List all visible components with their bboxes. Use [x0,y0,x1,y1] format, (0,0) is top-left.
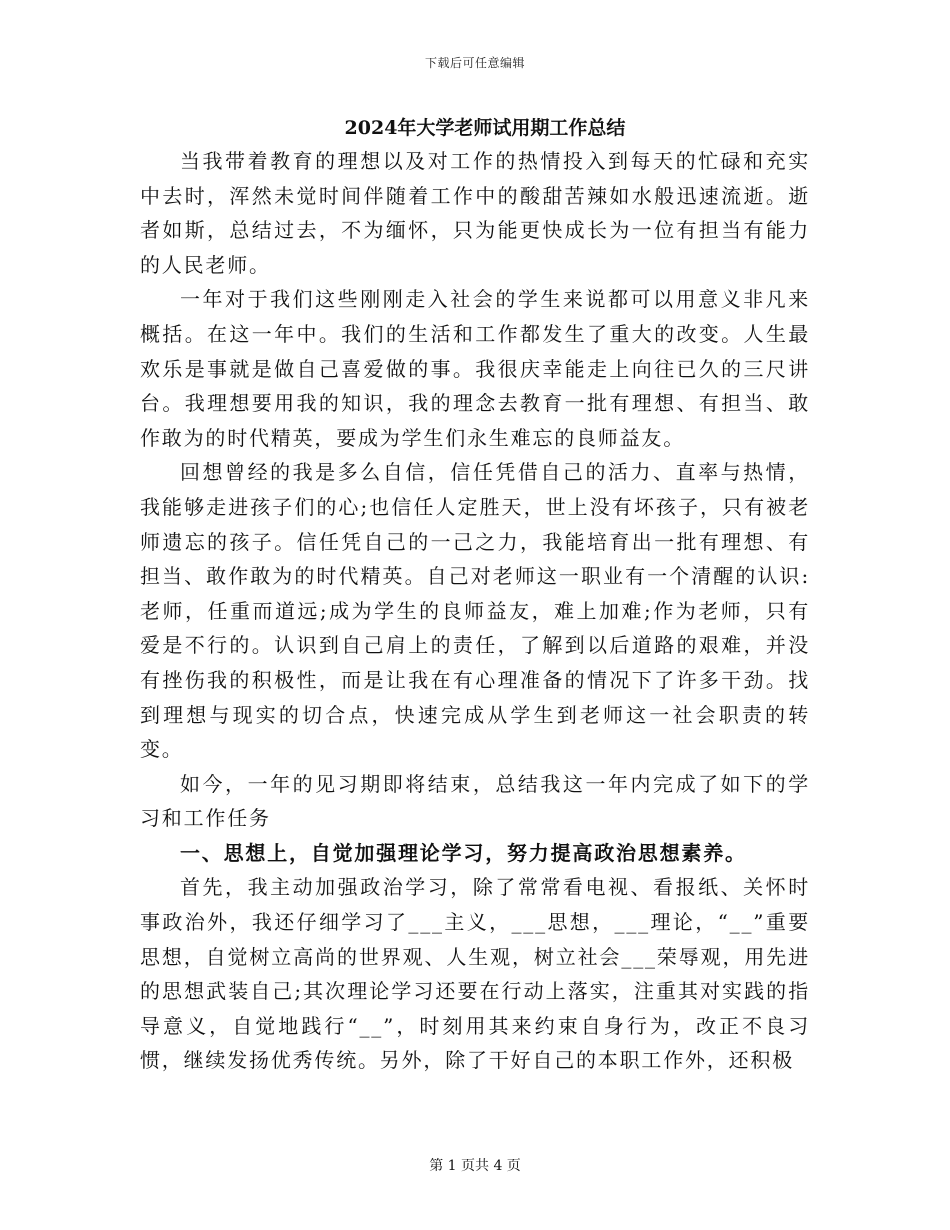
header-note: 下载后可任意编辑 [424,56,525,70]
document-title: 2024年大学老师试用期工作总结 [344,117,626,139]
paragraph-first-year: 一年对于我们这些刚刚走入社会的学生来说都可以用意义非凡来概括。在这一年中。我们的生活和工作都发生了重大的改变。人生最欢乐是事就是做自己喜爱做的事。我很庆幸能走上向往已久的三尺讲台。我理想要用我的知识，我的理念去教育一批有理想、有担当、敢作敢为的时代精英，要成为学生们永生难忘的良师益友。 [140,287,810,450]
paragraph-ideology: 首先，我主动加强政治学习，除了常常看电视、看报纸、关怀时事政治外，我还仔细学习了___主义，___思想，___理论，“__”重要思想，自觉树立高尚的世界观、人生观，树立社会___荣辱观，用先进的思想武装自己;其次理论学习还要在行动上落实，注重其对实践的指导意义，自觉地践行“__”，时刻用其来约束自身行为，改正不良习惯，继续发扬优秀传统。另外，除了干好自己的本职工作外，还积极 [140,875,810,1073]
paragraph-intro: 当我带着教育的理想以及对工作的热情投入到每天的忙碌和充实中去时，浑然未觉时间伴随着工作中的酸甜苦辣如水般迅速流逝。逝者如斯，总结过去，不为缅怀，只为能更快成长为一位有担当有能力的人民老师。 [140,149,810,277]
paragraph-reflection: 回想曾经的我是多么自信，信任凭借自己的活力、直率与热情，我能够走进孩子们的心;也信任人定胜天，世上没有坏孩子，只有被老师遗忘的孩子。信任凭自己的一己之力，我能培育出一批有理想、有担当、敢作敢为的时代精英。自己对老师这一职业有一个清醒的认识:老师，任重而道远;成为学生的良师益友，难上加难;作为老师，只有爱是不行的。认识到自己肩上的责任，了解到以后道路的艰难，并没有挫伤我的积极性，而是让我在有心理准备的情况下了许多干劲。找到理想与现实的切合点，快速完成从学生到老师这一社会职责的转变。 [140,460,810,762]
page-number: 第 1 页共 4 页 [429,1158,521,1174]
paragraph-summary-lead: 如今，一年的见习期即将结束，总结我这一年内完成了如下的学习和工作任务 [140,771,810,831]
section-heading-ideology: 一、思想上，自觉加强理论学习，努力提高政治思想素养。 [180,840,747,865]
document-body [140,112,810,1078]
